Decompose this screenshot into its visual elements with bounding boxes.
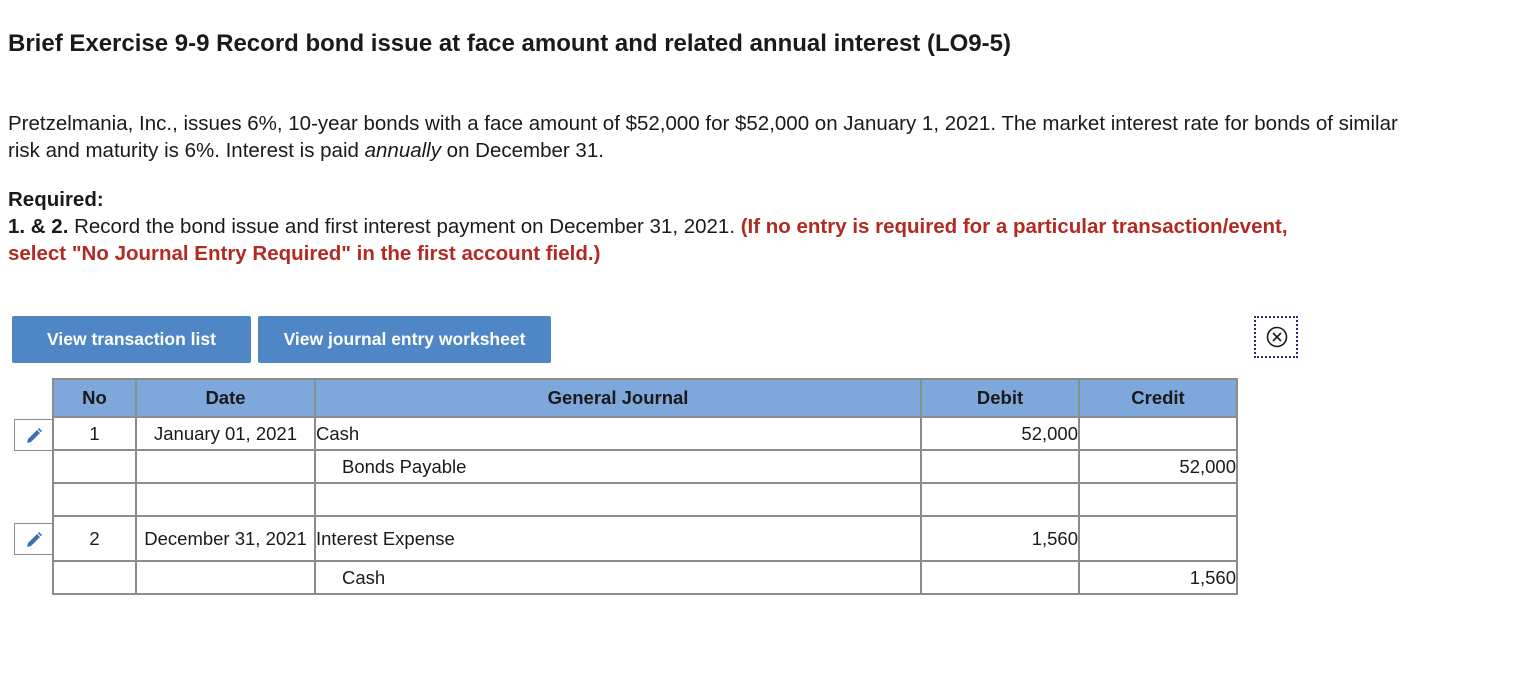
page-title: Brief Exercise 9-9 Record bond issue at face amount and related annual interest (LO9-5) bbox=[8, 30, 1011, 57]
column-header-debit: Debit bbox=[921, 379, 1079, 417]
credit-amount: 1,560 bbox=[1079, 561, 1237, 594]
entry-date bbox=[136, 483, 315, 516]
column-header-credit: Credit bbox=[1079, 379, 1237, 417]
account-name: Interest Expense bbox=[315, 516, 921, 561]
table-row bbox=[53, 561, 1237, 594]
entry-date: January 01, 2021 bbox=[136, 417, 315, 450]
entry-number: 1 bbox=[53, 417, 136, 450]
view-journal-entry-worksheet-button[interactable]: View journal entry worksheet bbox=[258, 316, 551, 363]
table-row bbox=[53, 417, 1237, 450]
column-header-date: Date bbox=[136, 379, 315, 417]
credit-amount bbox=[1079, 483, 1237, 516]
problem-text-emphasis: annually bbox=[364, 139, 441, 162]
credit-amount bbox=[1079, 516, 1237, 561]
account-name: Cash bbox=[315, 417, 921, 450]
required-note: (If no entry is required for a particular transaction/event, select "No Journal Entry Required" in the first account field.) bbox=[8, 215, 1288, 265]
problem-statement bbox=[8, 110, 1428, 164]
table-row bbox=[53, 450, 1237, 483]
entry-number bbox=[53, 450, 136, 483]
entry-number bbox=[53, 483, 136, 516]
entry-date: December 31, 2021 bbox=[136, 516, 315, 561]
debit-amount bbox=[921, 561, 1079, 594]
pencil-icon bbox=[25, 531, 43, 549]
view-transaction-list-button[interactable]: View transaction list bbox=[12, 316, 251, 363]
problem-text-part1: Pretzelmania, Inc., issues 6%, 10-year bonds with a face amount of $52,000 for $52,000 on January 1, 2021. The market interest rate for bonds of similar risk and maturity is 6%. Interest is paid bbox=[8, 112, 1398, 162]
journal-table bbox=[52, 378, 1238, 595]
debit-amount bbox=[921, 483, 1079, 516]
required-section bbox=[8, 186, 1308, 267]
close-button[interactable] bbox=[1254, 316, 1298, 358]
account-name: Cash bbox=[315, 561, 921, 594]
entry-date bbox=[136, 561, 315, 594]
column-header-no: No bbox=[53, 379, 136, 417]
problem-text-part2: on December 31. bbox=[440, 139, 604, 162]
pencil-icon bbox=[25, 427, 43, 445]
entry-number bbox=[53, 561, 136, 594]
required-instructions bbox=[8, 213, 1308, 267]
entry-date bbox=[136, 450, 315, 483]
table-row bbox=[53, 516, 1237, 561]
entry-number: 2 bbox=[53, 516, 136, 561]
required-number: 1. & 2. bbox=[8, 215, 69, 238]
table-row bbox=[53, 483, 1237, 516]
column-header-general-journal: General Journal bbox=[315, 379, 921, 417]
account-name bbox=[315, 483, 921, 516]
account-name: Bonds Payable bbox=[315, 450, 921, 483]
edit-entry-2-button[interactable] bbox=[14, 523, 52, 555]
journal-header-row bbox=[53, 379, 1237, 417]
credit-amount: 52,000 bbox=[1079, 450, 1237, 483]
circle-x-icon bbox=[1266, 326, 1288, 348]
required-text: Record the bond issue and first interest payment on December 31, 2021. bbox=[68, 215, 741, 238]
edit-entry-1-button[interactable] bbox=[14, 419, 52, 451]
required-heading: Required: bbox=[8, 188, 104, 211]
debit-amount bbox=[921, 450, 1079, 483]
credit-amount bbox=[1079, 417, 1237, 450]
debit-amount: 52,000 bbox=[921, 417, 1079, 450]
debit-amount: 1,560 bbox=[921, 516, 1079, 561]
